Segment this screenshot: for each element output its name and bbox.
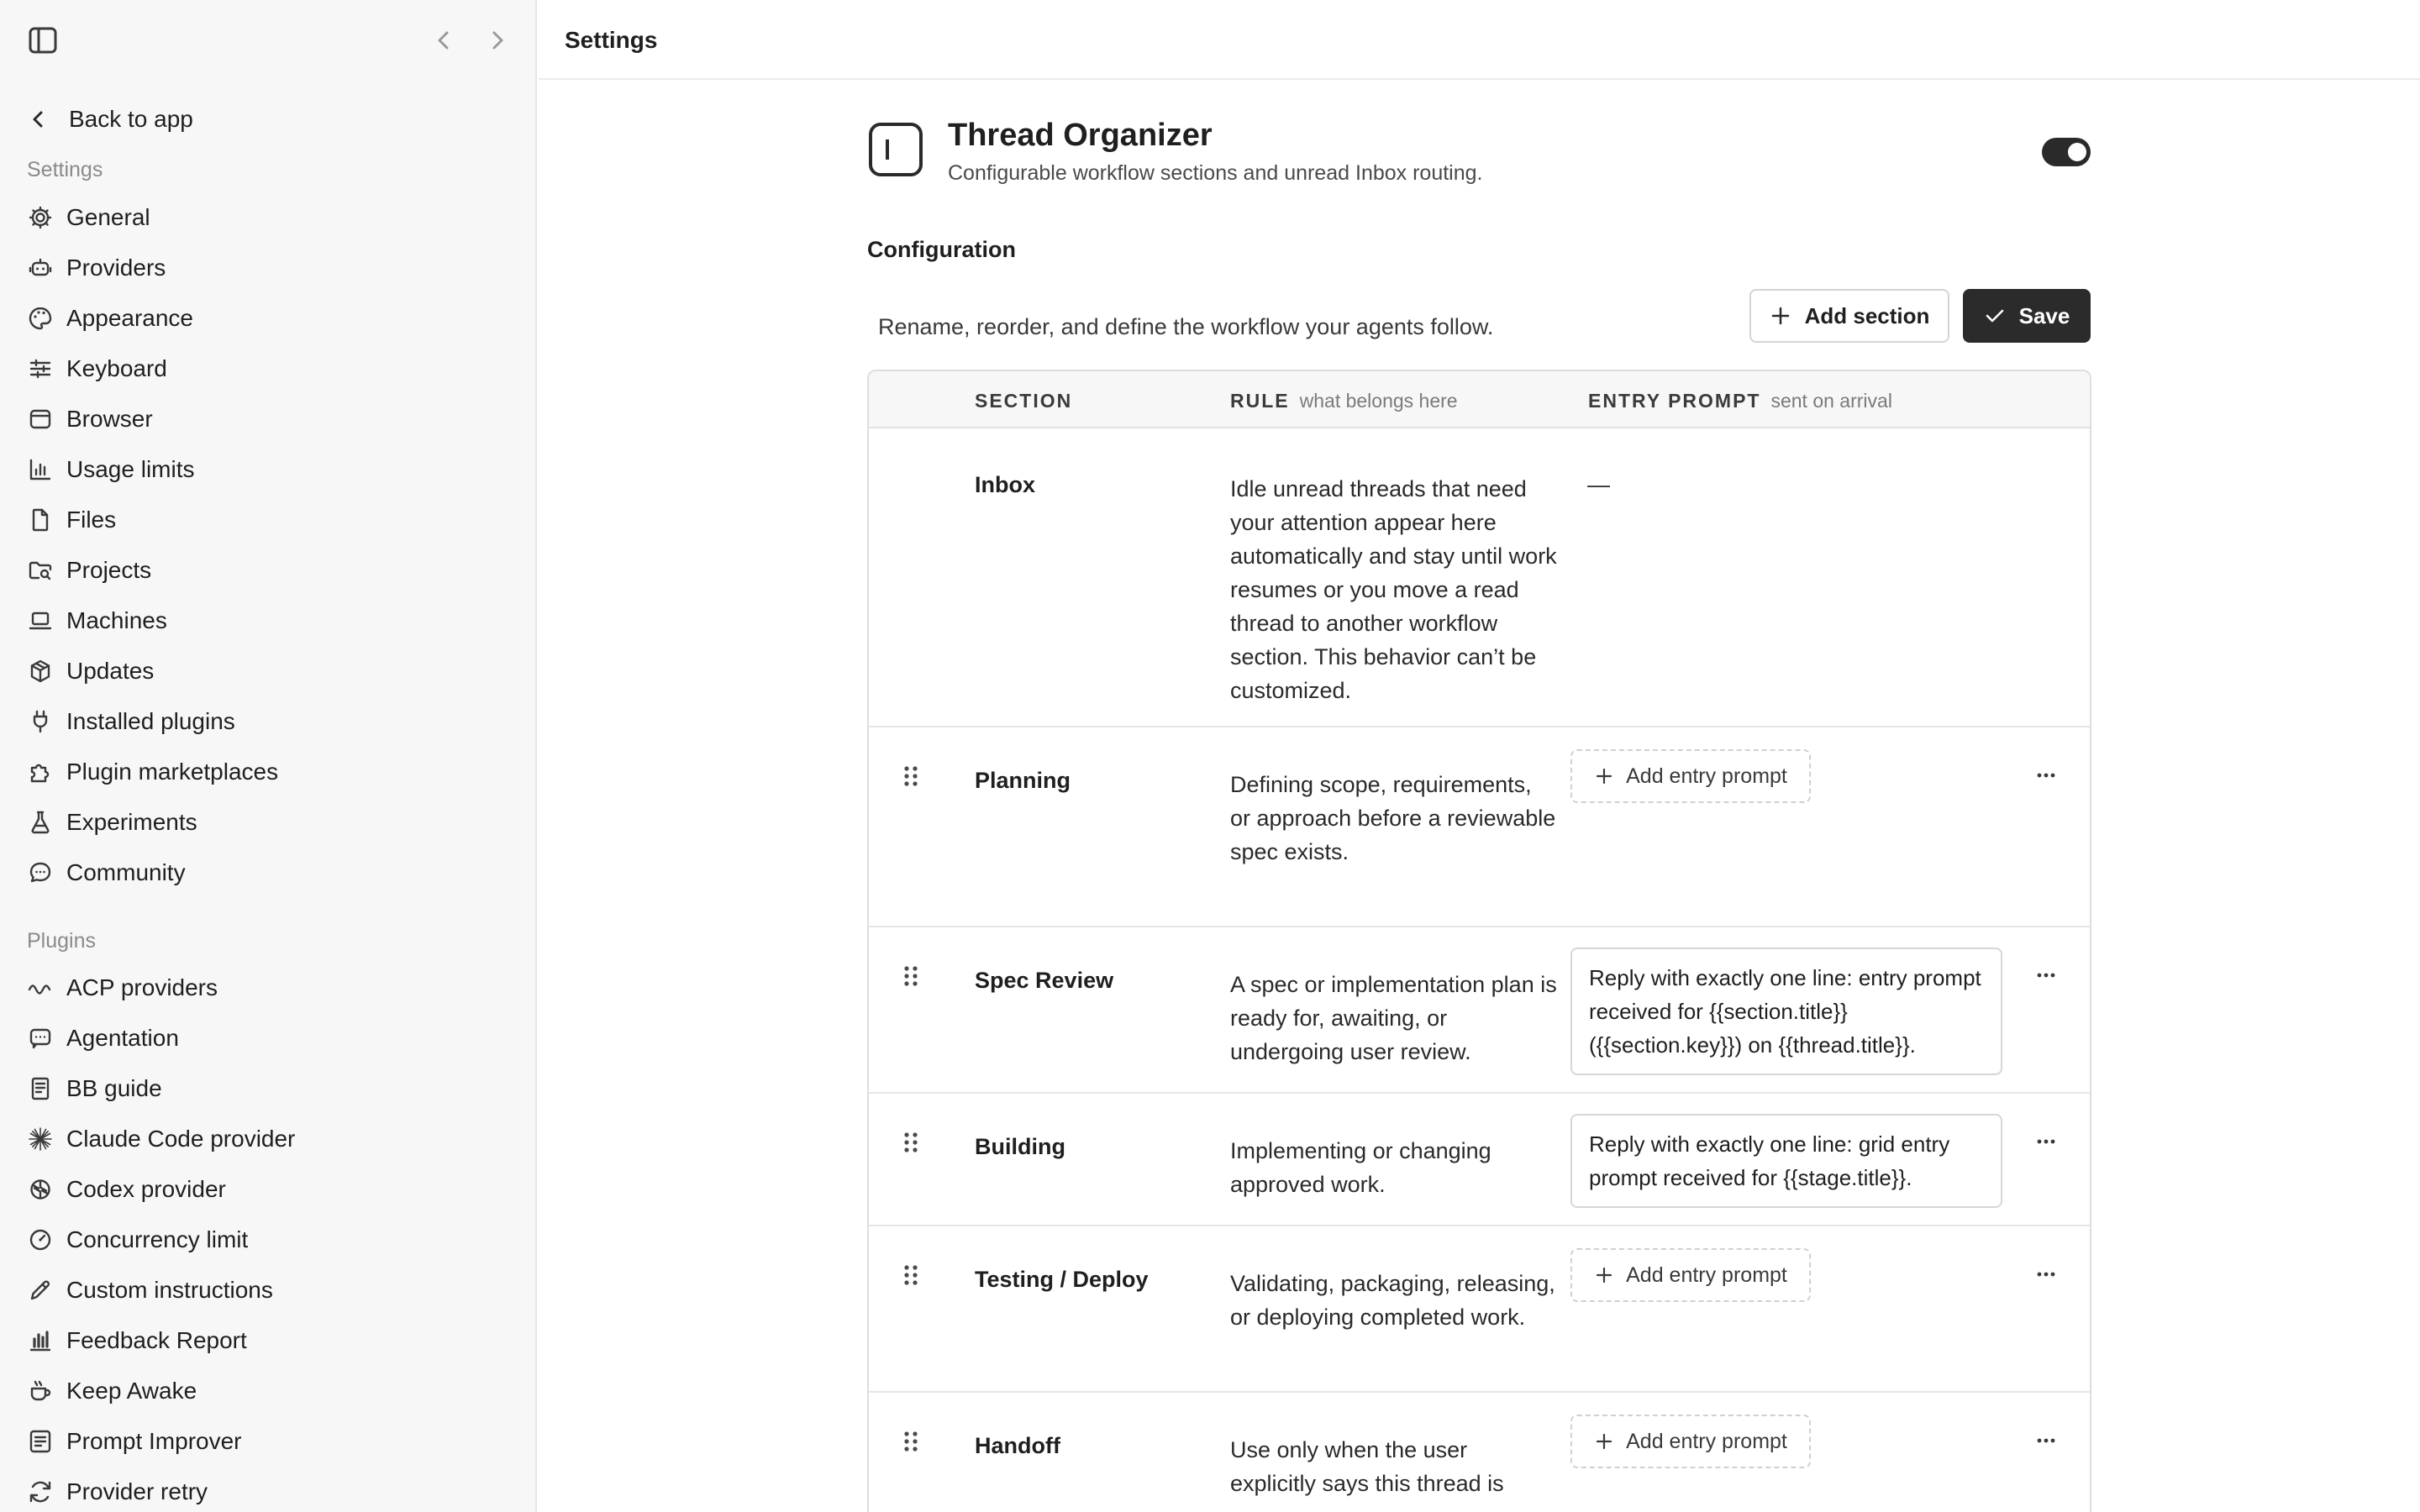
chart-icon [27,1327,54,1354]
section-name[interactable]: Planning [975,768,1071,793]
sidebar-item-keyboard[interactable] [27,349,497,388]
sidebar-plugin-acp-providers[interactable] [27,969,497,1007]
file-icon [27,507,54,533]
column-header-section: SECTION [975,390,1073,412]
sliders-icon [27,355,54,382]
table-row [869,1094,2090,1226]
gauge-icon [27,1226,54,1253]
table-header [869,371,2090,428]
plugins-group-label: Plugins [27,929,96,953]
drag-handle-icon[interactable] [902,964,919,988]
add-entry-prompt-button[interactable] [1570,1415,1811,1468]
plugin-icon [869,123,923,176]
sidebar-toggle-icon[interactable] [27,25,60,55]
message-square-icon [27,1025,54,1052]
add-entry-prompt-label: Add entry prompt [1626,1429,1787,1453]
section-rule[interactable]: Validating, packaging, releasing, or deploying completed work. [1230,1271,1555,1330]
coffee-icon [27,1378,54,1404]
drag-handle-icon[interactable] [902,1430,919,1453]
browser-icon [27,406,54,433]
plus-icon [1770,305,1791,327]
sidebar-item-label: Usage limits [66,456,195,482]
chevron-right-icon[interactable] [482,25,513,55]
gear-icon [27,204,54,231]
section-name[interactable]: Testing / Deploy [975,1267,1149,1292]
chevron-left-icon[interactable] [429,25,459,55]
sidebar-plugin-claude-code-provider[interactable] [27,1120,497,1158]
puzzle-icon [27,759,54,785]
chevron-left-icon [27,108,50,131]
sidebar-item-label: Claude Code provider [66,1126,296,1152]
sidebar-item-label: Custom instructions [66,1277,273,1303]
sidebar-item-label: Concurrency limit [66,1226,249,1252]
sidebar-item-plugin-marketplaces[interactable] [27,753,497,791]
sidebar-item-general[interactable] [27,198,497,237]
chat-bubble-icon [27,859,54,886]
section-rule: Idle unread threads that need your attention appear here automatically and stay until work resumes or you move a read thread to another workflow section. This behavior can’t be customized. [1230,476,1557,703]
sidebar-plugin-concurrency-limit[interactable] [27,1221,497,1259]
sidebar-item-label: Provider retry [66,1478,208,1504]
plus-icon [1594,766,1614,786]
sidebar-item-community[interactable] [27,853,497,892]
bar-chart-icon [27,456,54,483]
back-to-app-label: Back to app [69,106,193,132]
add-entry-prompt-button[interactable] [1570,749,1811,803]
asterisk-icon [27,1126,54,1152]
sidebar-item-label: Projects [66,557,152,583]
drag-handle-icon[interactable] [902,764,919,788]
sidebar-item-label: Providers [66,255,166,281]
sidebar-item-label: Experiments [66,809,197,835]
sidebar-item-installed-plugins[interactable] [27,702,497,741]
sidebar-item-label: Agentation [66,1025,179,1051]
list-icon [27,1428,54,1455]
sidebar-item-usage-limits[interactable] [27,450,497,489]
section-rule[interactable]: Use only when the user explicitly says this thread is [1230,1437,1504,1496]
sidebar-item-label: Keep Awake [66,1378,197,1404]
pencil-icon [27,1277,54,1304]
sidebar-item-providers[interactable] [27,249,497,287]
entry-prompt-field[interactable]: Reply with exactly one line: entry prompt received for {{section.title}} ({{section.key}}) on {{thread.title}}. [1570,948,2002,1075]
configuration-heading: Configuration [867,237,1016,262]
sidebar-item-label: Keyboard [66,355,167,381]
sidebar-item-label: Prompt Improver [66,1428,242,1454]
table-row [869,727,2090,927]
sidebar-item-files[interactable] [27,501,497,539]
plugin-description: Configurable workflow sections and unread Inbox routing. [948,161,1483,185]
save-label: Save [2018,302,2070,328]
sidebar-item-label: Browser [66,406,153,432]
drag-handle-icon[interactable] [902,1131,919,1154]
flask-icon [27,809,54,836]
plus-icon [1594,1265,1614,1285]
sidebar-item-appearance[interactable] [27,299,497,338]
section-name: Inbox [975,472,1035,497]
sidebar-plugin-provider-retry[interactable] [27,1473,497,1511]
sidebar-item-label: ACP providers [66,974,218,1000]
folder-search-icon [27,557,54,584]
sidebar-item-label: Files [66,507,117,533]
sidebar-item-label: Feedback Report [66,1327,247,1353]
sections-table [867,370,2091,1512]
sidebar-plugin-agentation[interactable] [27,1019,497,1058]
add-entry-prompt-button[interactable] [1570,1248,1811,1302]
add-entry-prompt-label: Add entry prompt [1626,764,1787,788]
sidebar-item-label: Codex provider [66,1176,226,1202]
column-header-entry-prompt: ENTRY PROMPT sent on arrival [1588,390,1892,412]
top-bar [539,0,2420,80]
more-options-icon[interactable] [2032,1428,2060,1453]
sidebar-item-label: Appearance [66,305,194,331]
sidebar-plugin-custom-instructions[interactable] [27,1271,497,1310]
more-options-icon[interactable] [2032,763,2060,788]
section-name[interactable]: Handoff [975,1433,1060,1458]
table-row [869,1226,2090,1393]
entry-prompt-empty: — [1587,472,1610,497]
drag-handle-icon[interactable] [902,1263,919,1287]
back-to-app-link[interactable] [27,101,193,138]
settings-group-label: Settings [27,158,103,181]
add-section-label: Add section [1804,302,1930,328]
table-row [869,432,2090,727]
table-row [869,927,2090,1094]
more-options-icon[interactable] [2032,1262,2060,1287]
plugin-title: Thread Organizer [948,118,1213,153]
sidebar-item-label: BB guide [66,1075,162,1101]
sidebar-plugin-feedback-report[interactable] [27,1321,497,1360]
sidebar [0,0,537,1512]
column-header-rule: RULE what belongs here [1230,390,1458,412]
section-rule[interactable]: A spec or implementation plan is ready for, awaiting, or undergoing user review. [1230,972,1557,1064]
sidebar-plugin-prompt-improver[interactable] [27,1422,497,1461]
sidebar-item-label: Installed plugins [66,708,235,734]
sidebar-item-label: Machines [66,607,167,633]
plus-icon [1594,1431,1614,1452]
book-icon [27,1075,54,1102]
sidebar-item-updates[interactable] [27,652,497,690]
add-entry-prompt-label: Add entry prompt [1626,1263,1787,1287]
sidebar-item-machines[interactable] [27,601,497,640]
sidebar-item-label: Updates [66,658,155,684]
configuration-help-text: Rename, reorder, and define the workflow your agents follow. [878,314,1494,339]
sidebar-plugin-bb-guide[interactable] [27,1069,497,1108]
package-icon [27,658,54,685]
sidebar-item-experiments[interactable] [27,803,497,842]
wave-icon [27,974,54,1001]
refresh-icon [27,1478,54,1505]
entry-prompt-field[interactable]: Reply with exactly one line: grid entry prompt received for {{stage.title}}. [1570,1114,2002,1208]
sidebar-plugin-keep-awake[interactable] [27,1372,497,1410]
plugin-enabled-toggle[interactable] [2042,138,2091,166]
laptop-icon [27,607,54,634]
sidebar-item-label: General [66,204,150,230]
plug-icon [27,708,54,735]
sidebar-item-projects[interactable] [27,551,497,590]
section-rule[interactable]: Defining scope, requirements, or approach before a reviewable spec exists. [1230,772,1556,864]
robot-icon [27,255,54,281]
section-name[interactable]: Spec Review [975,968,1114,993]
sidebar-item-browser[interactable] [27,400,497,438]
add-section-button[interactable] [1749,289,1949,343]
table-row [869,1393,2090,1512]
page-title: Settings [565,27,658,53]
sidebar-item-label: Plugin marketplaces [66,759,279,785]
more-options-icon[interactable] [2032,1129,2060,1154]
more-options-icon[interactable] [2032,963,2060,988]
save-button[interactable] [1963,289,2091,343]
palette-icon [27,305,54,332]
section-rule[interactable]: Implementing or changing approved work. [1230,1138,1491,1197]
openai-icon [27,1176,54,1203]
sidebar-item-label: Community [66,859,186,885]
sidebar-plugin-codex-provider[interactable] [27,1170,497,1209]
check-icon [1984,305,2006,327]
section-name[interactable]: Building [975,1134,1065,1159]
